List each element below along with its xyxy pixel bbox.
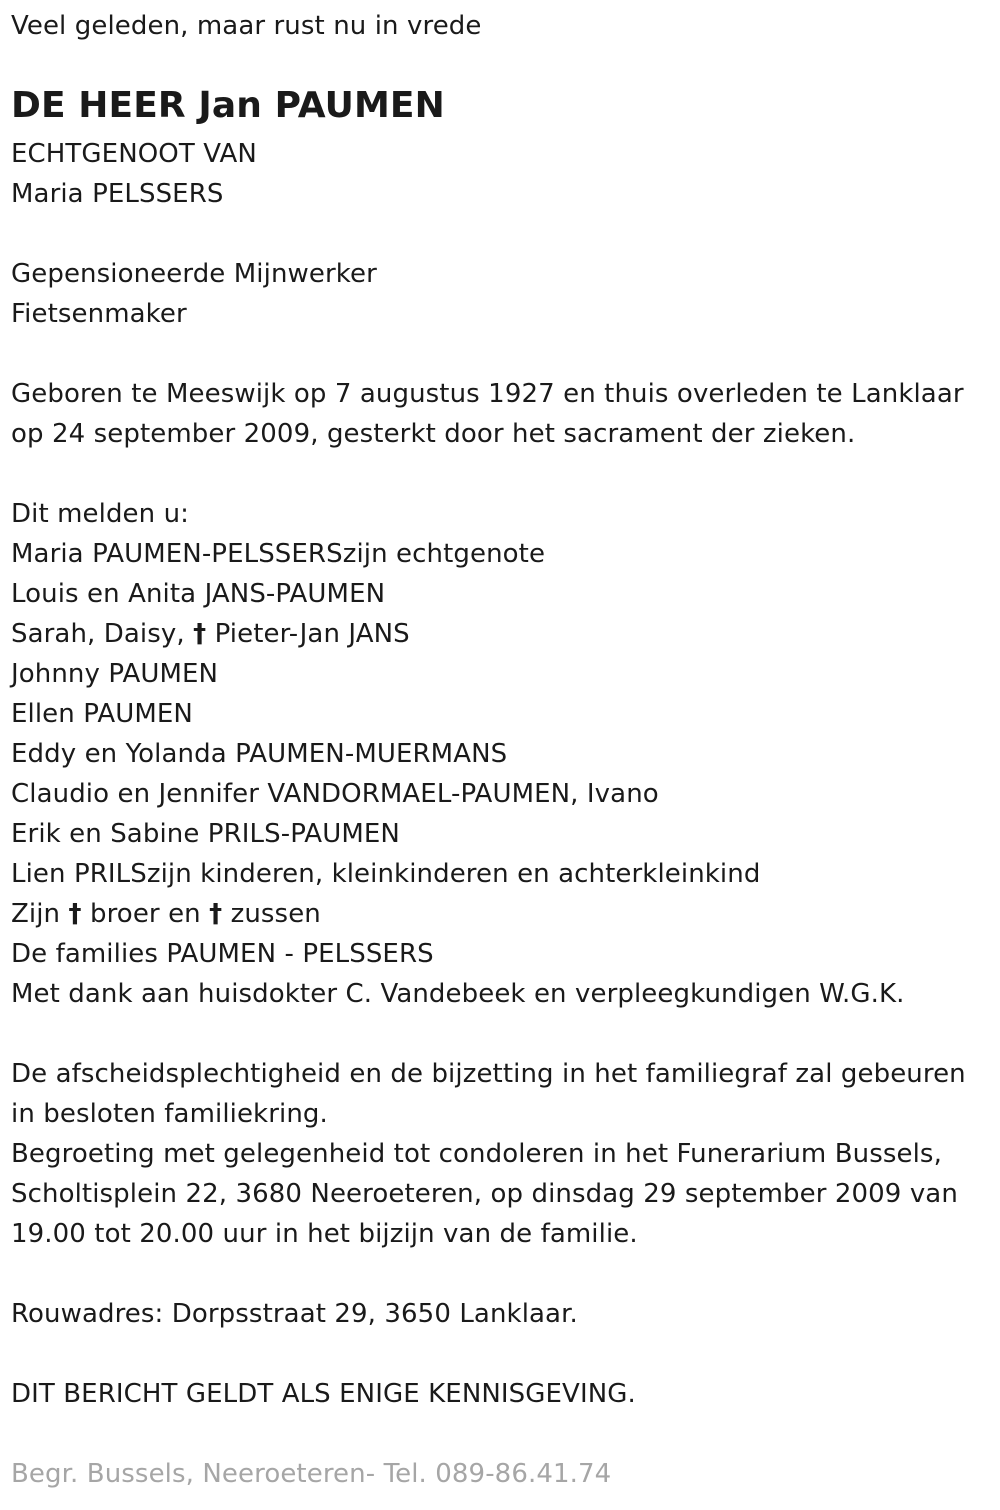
- ceremony-line: Begroeting met gelegenheid tot condoleren in het Funerarium Bussels,: [11, 1139, 942, 1169]
- cross-icon: †: [209, 899, 223, 929]
- deceased-name: DE HEER Jan PAUMEN: [11, 85, 445, 126]
- announcer-line: Louis en Anita JANS-PAUMEN: [11, 579, 386, 609]
- announcer-line: De families PAUMEN - PELSSERS: [11, 939, 434, 969]
- announcer-text: zussen: [222, 899, 321, 929]
- announcer-text: Zijn: [11, 899, 69, 929]
- announcer-line: Eddy en Yolanda PAUMEN-MUERMANS: [11, 739, 508, 769]
- spouse-name: Maria PELSSERS: [11, 179, 224, 209]
- undertaker-footer: Begr. Bussels, Neeroeteren- Tel. 089-86.41.74: [11, 1459, 612, 1489]
- mourning-address: Rouwadres: Dorpsstraat 29, 3650 Lanklaar.: [11, 1299, 578, 1329]
- relation-label: ECHTGENOOT VAN: [11, 139, 257, 169]
- announcer-line: Claudio en Jennifer VANDORMAEL-PAUMEN, Ivano: [11, 779, 659, 809]
- thanks-line: Met dank aan huisdokter C. Vandebeek en verpleegkundigen W.G.K.: [11, 979, 905, 1009]
- announcer-line: Ellen PAUMEN: [11, 699, 193, 729]
- ceremony-line: De afscheidsplechtigheid en de bijzetting in het familiegraf zal gebeuren: [11, 1059, 966, 1089]
- birth-death-line-2: op 24 september 2009, gesterkt door het sacrament der zieken.: [11, 419, 856, 449]
- announcer-line: Maria PAUMEN-PELSSERSzijn echtgenote: [11, 539, 546, 569]
- announcer-line: Lien PRILSzijn kinderen, kleinkinderen en achterkleinkind: [11, 859, 761, 889]
- occupation-1: Gepensioneerde Mijnwerker: [11, 259, 377, 289]
- ceremony-line: Scholtisplein 22, 3680 Neeroeteren, op dinsdag 29 september 2009 van: [11, 1179, 958, 1209]
- announcer-line: Johnny PAUMEN: [11, 659, 219, 689]
- birth-death-line-1: Geboren te Meeswijk op 7 augustus 1927 en thuis overleden te Lanklaar: [11, 379, 964, 409]
- ceremony-line: 19.00 tot 20.00 uur in het bijzijn van de familie.: [11, 1219, 638, 1249]
- announcer-line: [11, 614, 410, 654]
- announcer-line: Erik en Sabine PRILS-PAUMEN: [11, 819, 400, 849]
- occupation-2: Fietsenmaker: [11, 299, 187, 329]
- cross-icon: †: [193, 619, 207, 649]
- announcer-text: Pieter-Jan JANS: [206, 619, 410, 649]
- announcers-intro: Dit melden u:: [11, 499, 190, 529]
- motto: Veel geleden, maar rust nu in vrede: [11, 11, 482, 41]
- announcer-text: Sarah, Daisy,: [11, 619, 194, 649]
- announcer-text: broer en: [81, 899, 210, 929]
- cross-icon: †: [68, 899, 82, 929]
- notice-statement: DIT BERICHT GELDT ALS ENIGE KENNISGEVING.: [11, 1379, 636, 1409]
- announcer-line: [11, 894, 321, 934]
- ceremony-line: in besloten familiekring.: [11, 1099, 328, 1129]
